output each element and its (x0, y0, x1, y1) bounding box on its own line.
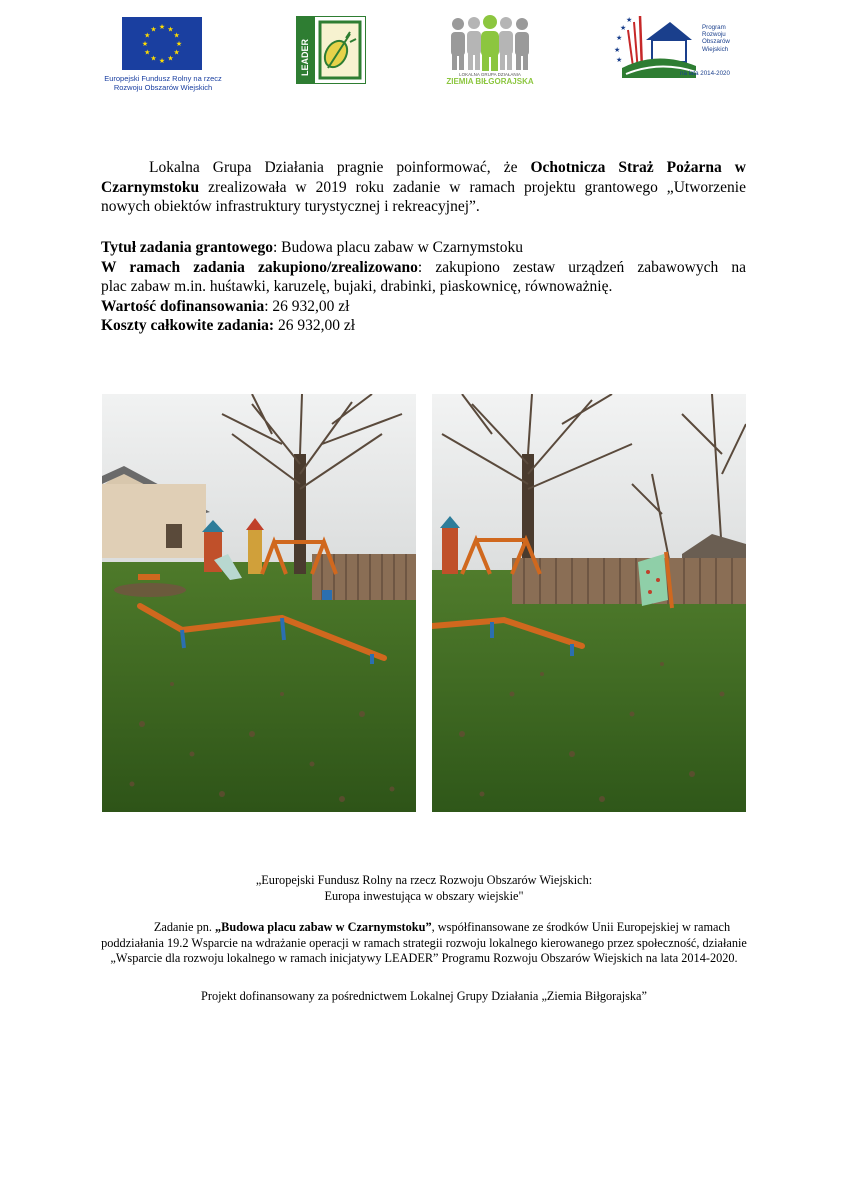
prow-text-line: Rozwoju (702, 31, 726, 39)
svg-text:★: ★ (626, 16, 633, 24)
svg-text:★: ★ (173, 48, 180, 57)
footer-paragraph (100, 920, 748, 967)
grant-title-label: Tytuł zadania grantowego (101, 239, 273, 256)
svg-text:★: ★ (175, 40, 183, 48)
prow-text (702, 24, 730, 53)
prow-text-line: Program (702, 24, 726, 31)
svg-text:★: ★ (167, 25, 174, 34)
svg-text:★: ★ (167, 54, 174, 63)
svg-text:★: ★ (616, 56, 623, 64)
svg-text:★: ★ (620, 24, 627, 32)
eu-flag-icon (122, 17, 202, 70)
footer-text: Zadanie pn. (153, 920, 216, 934)
scope-line (101, 258, 746, 278)
people-icon (444, 14, 536, 72)
svg-text:★: ★ (144, 48, 151, 57)
intro-organization: Ochotnicza Straż Pożarna w Czarnymstoku (101, 159, 746, 196)
eu-caption-line: Europejski Fundusz Rolny na rzecz (104, 74, 222, 83)
grant-title-line (101, 238, 746, 258)
grant-title-value: : Budowa placu zabaw w Czarnymstoku (272, 239, 524, 256)
funding-value: : 26 932,00 zł (264, 297, 350, 315)
leader-text: LEADER (300, 38, 310, 76)
eu-caption-line: Rozwoju Obszarów Wiejskich (113, 83, 213, 92)
svg-text:★: ★ (158, 23, 166, 31)
prow-years: na lata 2014-2020 (680, 70, 730, 77)
footer-text: , współfinansowane ze środków Unii Europejskiej w ramach poddziałania 19.2 Wsparcie na wdrażanie operacji w ramach strategii rozwoju lokalnego kierowanego przez społeczność, działanie „Wsparcie dla rozwoju lokalnego w ramach inicjatywy LEADER” Programu Rozwoju Obszarów Wiejskich na lata 2014-2020. (101, 920, 747, 966)
svg-text:★: ★ (150, 25, 157, 34)
eu-logo (100, 14, 230, 96)
footer-project-name: „Budowa placu zabaw w Czarnymstoku” (215, 920, 432, 934)
cost-value: 26 932,00 zł (274, 317, 356, 334)
funding-line (101, 297, 746, 317)
intro-text: zrealizowała w 2019 roku zadanie w ramach projektu grantowego „Utworzenie nowych obiektów infrastruktury turystycznej i rekreacyjnej”. (101, 178, 746, 215)
footer-slogan-line: Europa inwestująca w obszary wiejskie" (324, 888, 524, 903)
prow-logo (612, 10, 744, 84)
scope-value: : zakupiono zestaw urządzeń zabawowych na (417, 258, 746, 276)
svg-text:★: ★ (150, 54, 157, 63)
cost-label: Koszty całkowite zadania: (101, 317, 275, 334)
ziemia-caption (444, 72, 536, 86)
playground-photo-right (432, 394, 746, 812)
ziemia-bilgorajska-logo (444, 14, 536, 88)
svg-text:★: ★ (158, 57, 166, 65)
footer-slogan-line: „Europejski Fundusz Rolny na rzecz Rozwoju Obszarów Wiejskich: (255, 873, 593, 887)
funding-label: Wartość dofinansowania (101, 297, 265, 315)
prow-text-line: Obszarów (702, 38, 730, 46)
svg-text:★: ★ (614, 46, 621, 54)
playground-photo-left (102, 394, 416, 812)
svg-text:★: ★ (616, 34, 623, 42)
footer-last-line: Projekt dofinansowany za pośrednictwem Lokalnej Grupy Działania „Ziemia Biłgorajska” (201, 989, 647, 1003)
svg-text:★: ★ (173, 31, 180, 40)
intro-paragraph (101, 158, 746, 217)
scope-line-2 (101, 277, 746, 297)
ziemia-big-text: ZIEMIA BIŁGORAJSKA (446, 77, 534, 86)
leader-logo (296, 16, 366, 84)
svg-text:★: ★ (141, 40, 149, 48)
intro-text: Lokalna Grupa Działania pragnie poinformować, że (149, 159, 531, 176)
ziemia-small-text: LOKALNA GRUPA DZIAŁANIA (459, 72, 521, 77)
eu-caption (100, 74, 226, 92)
prow-text-line: Wiejskich (702, 45, 729, 53)
footer-slogan (100, 873, 748, 904)
svg-text:★: ★ (144, 31, 151, 40)
scope-label: W ramach zadania zakupiono/zrealizowano (101, 258, 418, 276)
scope-value: plac zabaw m.in. huśtawki, karuzelę, bujaki, drabinki, piaskownicę, równoważnię. (101, 278, 613, 295)
cost-line (101, 316, 746, 336)
